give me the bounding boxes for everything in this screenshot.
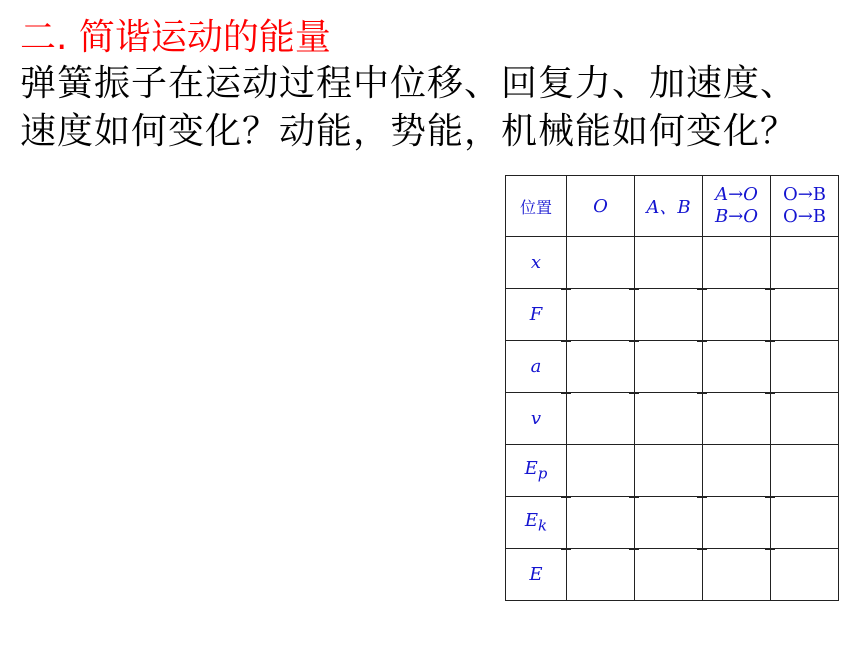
row-v (506, 393, 839, 445)
oscillation-table (505, 175, 839, 601)
cell-x-O[interactable] (567, 237, 635, 289)
row-label-a: a (506, 341, 567, 393)
row-x (506, 237, 839, 289)
header-O-to-B-2: O→B (782, 206, 827, 227)
cell-Ek-O[interactable] (567, 497, 635, 549)
header-O-to-B (771, 176, 839, 237)
table-header-row (506, 176, 839, 237)
cell-Ep-O[interactable] (567, 445, 635, 497)
Ep-main: E (524, 458, 538, 480)
cell-v-O[interactable] (567, 393, 635, 445)
row-E (506, 549, 839, 601)
cell-F-toO[interactable] (703, 289, 771, 341)
header-position: 位置 (506, 176, 567, 237)
cell-F-AB[interactable] (635, 289, 703, 341)
header-B-to-O: B→O (714, 206, 759, 227)
row-a (506, 341, 839, 393)
question-line-1: 弹簧振子在运动过程中位移、回复力、加速度、 (20, 63, 798, 104)
Ek-main: E (524, 510, 539, 532)
Ep-sub: p (537, 464, 548, 483)
header-to-O (703, 176, 771, 237)
cell-v-toO[interactable] (703, 393, 771, 445)
cell-Ek-AB[interactable] (635, 497, 703, 549)
row-label-E: E (506, 549, 567, 601)
cell-Ek-OtoB[interactable] (771, 497, 839, 549)
cell-a-OtoB[interactable] (771, 341, 839, 393)
cell-a-O[interactable] (567, 341, 635, 393)
header-AB-label: A、B (646, 197, 691, 218)
row-label-Ek (506, 497, 567, 549)
cell-Ep-OtoB[interactable] (771, 445, 839, 497)
header-A-to-O: A→O (715, 184, 758, 205)
cell-E-OtoB[interactable] (771, 549, 839, 601)
Ek-sub: k (538, 516, 548, 535)
cell-E-AB[interactable] (635, 549, 703, 601)
row-F (506, 289, 839, 341)
row-Ek (506, 497, 839, 549)
cell-Ek-toO[interactable] (703, 497, 771, 549)
cell-E-O[interactable] (567, 549, 635, 601)
cell-v-OtoB[interactable] (771, 393, 839, 445)
row-label-F: F (506, 289, 567, 341)
cell-Ep-AB[interactable] (635, 445, 703, 497)
row-Ep (506, 445, 839, 497)
cell-F-OtoB[interactable] (771, 289, 839, 341)
cell-a-AB[interactable] (635, 341, 703, 393)
cell-x-AB[interactable] (635, 237, 703, 289)
header-AB (635, 176, 703, 237)
slide-title: 二. 简谐运动的能量 (20, 17, 331, 58)
cell-E-toO[interactable] (703, 549, 771, 601)
cell-Ep-toO[interactable] (703, 445, 771, 497)
cell-v-AB[interactable] (635, 393, 703, 445)
question-line-2: 速度如何变化？动能，势能，机械能如何变化？ (20, 111, 798, 152)
cell-F-O[interactable] (567, 289, 635, 341)
header-O: O (567, 176, 635, 237)
cell-a-toO[interactable] (703, 341, 771, 393)
row-label-x: x (506, 237, 567, 289)
row-label-v: v (506, 393, 567, 445)
row-label-Ep (506, 445, 567, 497)
cell-x-toO[interactable] (703, 237, 771, 289)
cell-x-OtoB[interactable] (771, 237, 839, 289)
header-O-to-B-1: O→B (782, 184, 827, 205)
